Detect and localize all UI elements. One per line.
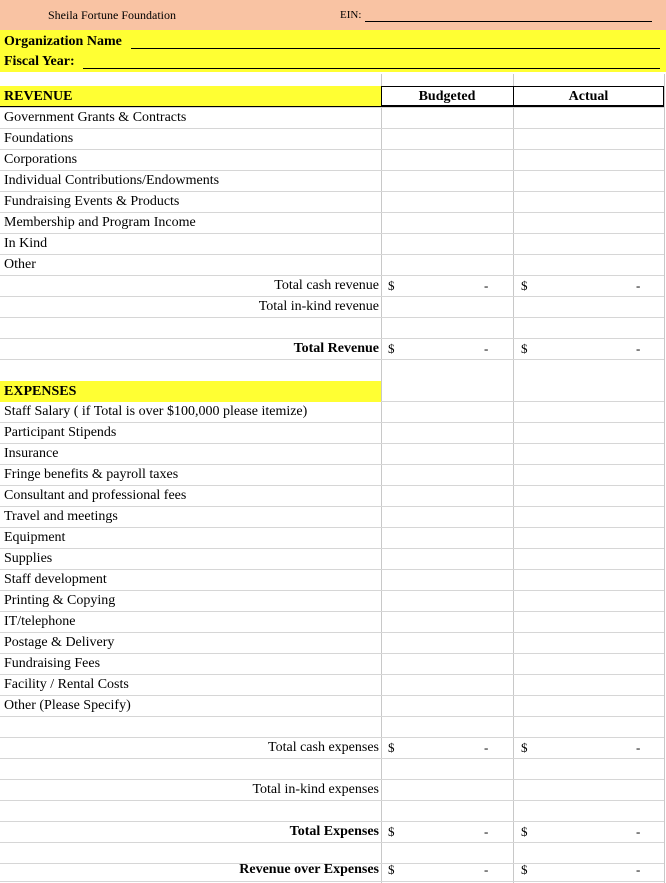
fiscal-year-label: Fiscal Year: bbox=[4, 54, 75, 69]
currency-symbol: $ bbox=[388, 740, 395, 755]
list-item: Fundraising Fees bbox=[4, 656, 101, 671]
currency-symbol: $ bbox=[388, 824, 395, 839]
revenue-heading: REVENUE bbox=[4, 89, 73, 104]
list-item: Individual Contributions/Endowments bbox=[4, 173, 220, 188]
list-item: In Kind bbox=[4, 236, 48, 251]
total-expenses-label: Total Expenses bbox=[289, 824, 379, 839]
revenue-over-expenses-row bbox=[0, 860, 666, 881]
total-revenue-label: Total Revenue bbox=[293, 341, 379, 356]
budgeted-value[interactable]: - bbox=[484, 341, 489, 356]
list-item: Government Grants & Contracts bbox=[4, 110, 187, 125]
total-inkind-expenses-row bbox=[0, 780, 666, 801]
total-expenses-row bbox=[0, 822, 666, 843]
total-inkind-expenses-label: Total in-kind expenses bbox=[252, 782, 379, 797]
currency-symbol: $ bbox=[521, 824, 528, 839]
organization-name-field[interactable] bbox=[131, 48, 660, 49]
list-item: Fringe benefits & payroll taxes bbox=[4, 467, 179, 482]
list-item: Corporations bbox=[4, 152, 78, 167]
list-item: Participant Stipends bbox=[4, 425, 117, 440]
budgeted-value[interactable]: - bbox=[484, 740, 489, 755]
organization-name-label: Organization Name bbox=[4, 34, 122, 49]
list-item: Staff Salary ( if Total is over $100,000 please itemize) bbox=[4, 404, 308, 419]
budgeted-column-header: Budgeted bbox=[418, 89, 476, 104]
total-cash-revenue-label: Total cash revenue bbox=[274, 278, 379, 293]
actual-value[interactable]: - bbox=[636, 740, 641, 755]
budgeted-value[interactable]: - bbox=[484, 824, 489, 839]
currency-symbol: $ bbox=[521, 862, 528, 877]
ein-label: EIN: bbox=[340, 9, 362, 21]
actual-column-header: Actual bbox=[568, 89, 609, 104]
revenue-over-expenses-label: Revenue over Expenses bbox=[239, 862, 379, 877]
currency-symbol: $ bbox=[521, 740, 528, 755]
list-item: Membership and Program Income bbox=[4, 215, 196, 230]
list-item: Fundraising Events & Products bbox=[4, 194, 180, 209]
list-item: Printing & Copying bbox=[4, 593, 116, 608]
currency-symbol: $ bbox=[521, 341, 528, 356]
total-cash-expenses-label: Total cash expenses bbox=[268, 740, 379, 755]
total-revenue-row bbox=[0, 339, 666, 360]
foundation-name: Sheila Fortune Foundation bbox=[48, 8, 176, 22]
budgeted-value[interactable]: - bbox=[484, 862, 489, 877]
ein-field[interactable] bbox=[365, 21, 652, 22]
actual-value[interactable]: - bbox=[636, 862, 641, 877]
list-item: Postage & Delivery bbox=[4, 635, 115, 650]
actual-value[interactable]: - bbox=[636, 278, 641, 293]
list-item: Foundations bbox=[4, 131, 74, 146]
header-rule bbox=[0, 106, 664, 107]
list-item: Equipment bbox=[4, 530, 66, 545]
list-item: IT/telephone bbox=[4, 614, 76, 629]
list-item: Facility / Rental Costs bbox=[4, 677, 129, 692]
list-item: Other bbox=[4, 257, 36, 272]
currency-symbol: $ bbox=[388, 341, 395, 356]
list-item: Insurance bbox=[4, 446, 59, 461]
list-item: Supplies bbox=[4, 551, 53, 566]
total-inkind-revenue-label: Total in-kind revenue bbox=[258, 299, 379, 314]
list-item: Staff development bbox=[4, 572, 107, 587]
list-item: Consultant and professional fees bbox=[4, 488, 187, 503]
actual-value[interactable]: - bbox=[636, 341, 641, 356]
expenses-heading: EXPENSES bbox=[4, 384, 77, 399]
list-item: Travel and meetings bbox=[4, 509, 118, 524]
currency-symbol: $ bbox=[388, 862, 395, 877]
list-item: Other (Please Specify) bbox=[4, 698, 131, 713]
actual-value[interactable]: - bbox=[636, 824, 641, 839]
total-inkind-revenue-row bbox=[0, 297, 666, 318]
total-cash-expenses-row bbox=[0, 738, 666, 759]
currency-symbol: $ bbox=[521, 278, 528, 293]
currency-symbol: $ bbox=[388, 278, 395, 293]
budgeted-value[interactable]: - bbox=[484, 278, 489, 293]
fiscal-year-field[interactable] bbox=[83, 68, 660, 69]
total-cash-revenue-row bbox=[0, 276, 666, 297]
row-line bbox=[0, 881, 664, 882]
